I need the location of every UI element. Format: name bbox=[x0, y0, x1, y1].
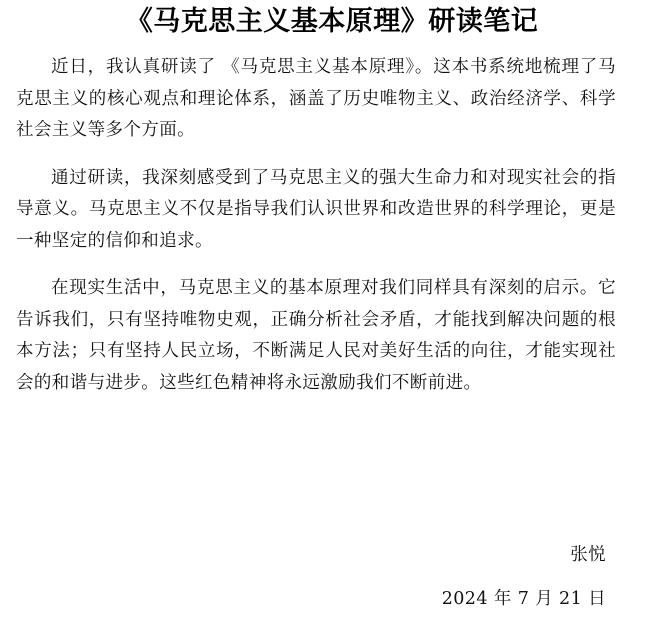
author-signature: 张悦 bbox=[570, 545, 606, 565]
document-date: 2024 年 7 月 21 日 bbox=[441, 589, 606, 609]
paragraph-3: 在现实生活中，马克思主义的基本原理对我们同样具有深刻的启示。它告诉我们，只有坚持唯物史观，正确分析社会矛盾，才能找到解决问题的根本方法；只有坚持人民立场，不断满足人民对美好生活的向往，才能实现社会的和谐与进步。这些红色精神将永远激励我们不断前进。 bbox=[16, 278, 616, 393]
document-body bbox=[16, 52, 616, 415]
paragraph-2: 通过研读，我深刻感受到了马克思主义的强大生命力和对现实社会的指导意义。马克思主义不仅是指导我们认识世界和改造世界的科学理论，更是一种坚定的信仰和追求。 bbox=[16, 167, 616, 251]
document-title: 《马克思主义基本原理》研读笔记 bbox=[125, 6, 539, 37]
paragraph-1: 近日，我认真研读了 《马克思主义基本原理》。这本书系统地梳理了马克思主义的核心观点和理论体系，涵盖了历史唯物主义、政治经济学、科学社会主义等多个方面。 bbox=[16, 57, 616, 140]
